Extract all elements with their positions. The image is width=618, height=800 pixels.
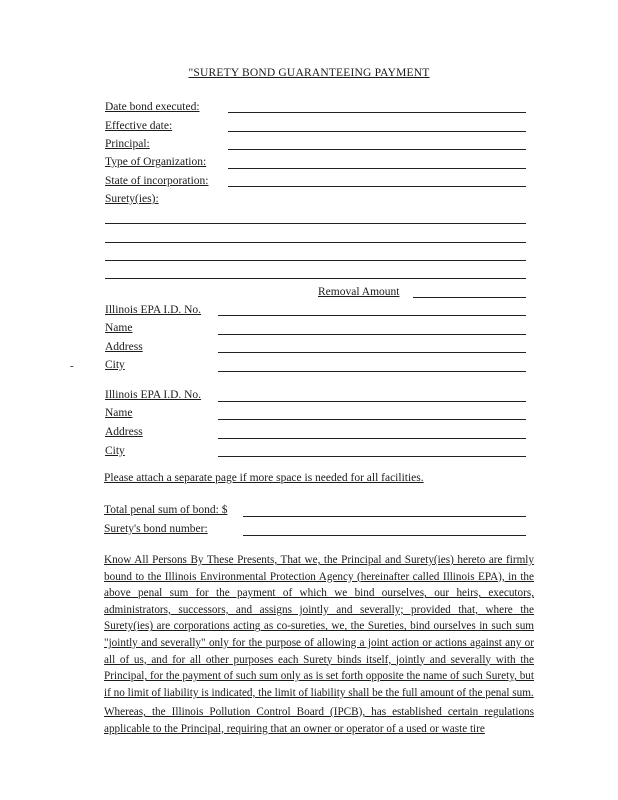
surety-bond-number-label: Surety's bond number: [104, 523, 208, 535]
type-of-organization-line[interactable] [228, 168, 526, 169]
facility-2-address-line[interactable] [218, 438, 526, 439]
facility-2-address-label: Address [105, 426, 143, 438]
principal-line[interactable] [228, 149, 526, 150]
state-of-incorporation-line[interactable] [228, 186, 526, 187]
facility-1-epa-id-line[interactable] [218, 315, 526, 316]
facility-2-epa-id-line[interactable] [218, 401, 526, 402]
know-all-persons-paragraph: Know All Persons By These Presents, That we, the Principal and Surety(ies) hereto are firmly bound to the Illinois Environmental Protection Agency (hereinafter called Illinois EPA), in the above penal sum for the payment of which we bind ourselves, our heirs, executors, administrators, successors, and assigns jointly and severally; provided that, where the Surety(ies) are corporations acting as co-sureties, we, the Sureties, bind ourselves in such sum "jointly and severally" only for the purpose of allowing a joint action or actions against any or all of us, and for all other purposes each Surety binds itself, jointly and severally with the Principal, for the payment of such sum only as is set forth opposite the name of such Surety, but if no limit of liability is indicated, the limit of liability shall be the full amount of the penal sum. [104, 554, 534, 699]
facility-1-address-label: Address [105, 341, 143, 353]
facility-1-name-label: Name [105, 322, 133, 334]
attach-separate-page-note: Please attach a separate page if more space is needed for all facilities. [104, 472, 424, 484]
date-bond-executed-line[interactable] [228, 112, 526, 113]
facility-2-name-line[interactable] [218, 419, 526, 420]
total-penal-sum-label: Total penal sum of bond: $ [104, 504, 228, 516]
sureties-line-2[interactable] [105, 242, 526, 243]
type-of-organization-label: Type of Organization: [105, 156, 207, 168]
facility-1-address-line[interactable] [218, 352, 526, 353]
sureties-label: Surety(ies): [105, 193, 159, 205]
margin-mark: - [70, 360, 74, 372]
removal-amount-line[interactable] [413, 297, 526, 298]
effective-date-label: Effective date: [105, 120, 173, 132]
facility-2-epa-id-label: Illinois EPA I.D. No. [105, 389, 202, 401]
facility-2-name-label: Name [105, 407, 133, 419]
whereas-paragraph: Whereas, the Illinois Pollution Control Board (IPCB), has established certain regulations applicable to the Principal, requiring that an owner or operator of a used or waste tire [104, 706, 534, 735]
principal-label: Principal: [105, 138, 150, 150]
removal-amount-label: Removal Amount [318, 286, 400, 298]
total-penal-sum-line[interactable] [243, 516, 526, 517]
state-of-incorporation-label: State of incorporation: [105, 175, 209, 187]
sureties-line-4[interactable] [105, 278, 526, 279]
facility-1-city-line[interactable] [218, 371, 526, 372]
date-bond-executed-label: Date bond executed: [105, 101, 200, 113]
facility-2-city-line[interactable] [218, 456, 526, 457]
surety-bond-number-line[interactable] [243, 535, 526, 536]
facility-1-name-line[interactable] [218, 334, 526, 335]
sureties-line-3[interactable] [105, 260, 526, 261]
page-title: "SURETY BOND GUARANTEEING PAYMENT [188, 67, 430, 79]
facility-1-epa-id-label: Illinois EPA I.D. No. [105, 304, 202, 316]
sureties-line-1[interactable] [105, 223, 526, 224]
effective-date-line[interactable] [228, 131, 526, 132]
facility-1-city-label: City [105, 359, 125, 371]
facility-2-city-label: City [105, 445, 125, 457]
